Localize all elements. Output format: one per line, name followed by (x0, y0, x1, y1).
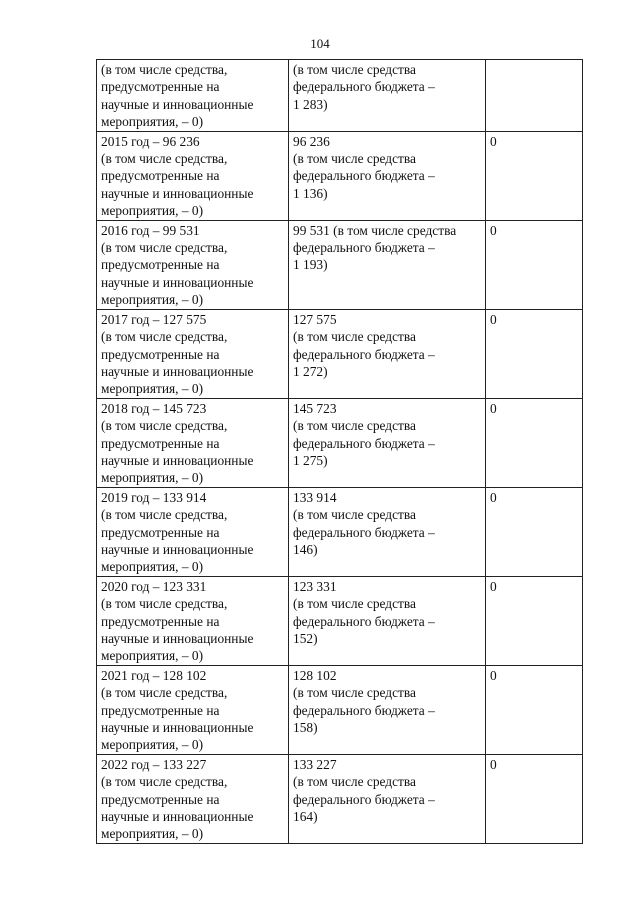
cell-line: мероприятия, – 0) (101, 737, 204, 753)
cell-line: (в том числе средства, (101, 685, 228, 701)
cell-line: 96 236 (293, 133, 330, 149)
cell-total-by-year (97, 309, 289, 398)
cell-total-by-year (97, 398, 289, 487)
cell-line: предусмотренные на (101, 257, 220, 273)
cell-line: 2020 год – 123 331 (101, 578, 207, 594)
cell-line: 0 (490, 133, 497, 149)
cell-line: 123 331 (293, 578, 337, 594)
cell-line: федерального бюджета – (293, 435, 435, 451)
cell-line: (в том числе средства, (101, 774, 228, 790)
table-row (97, 60, 583, 132)
cell-line: 128 102 (293, 667, 337, 683)
cell-line: 158) (293, 720, 318, 736)
cell-total-by-year (97, 754, 289, 843)
cell-line: научные и инновационные (101, 809, 254, 825)
cell-line: предусмотренные на (101, 346, 220, 362)
cell-line: 2017 год – 127 575 (101, 311, 207, 327)
budget-table (96, 59, 583, 844)
table-row (97, 220, 583, 309)
cell-other-sources (486, 398, 583, 487)
table-row (97, 754, 583, 843)
table-row (97, 665, 583, 754)
cell-line: федерального бюджета – (293, 240, 435, 256)
cell-federal-budget (289, 131, 486, 220)
cell-line: научные и инновационные (101, 96, 254, 112)
table-body (97, 60, 583, 844)
cell-total-by-year (97, 576, 289, 665)
cell-total-by-year (97, 220, 289, 309)
page-number: 104 (310, 36, 330, 51)
cell-line: (в том числе средства (293, 596, 416, 612)
cell-line: 133 227 (293, 756, 337, 772)
cell-line: мероприятия, – 0) (101, 114, 204, 130)
cell-federal-budget (289, 309, 486, 398)
cell-line: (в том числе средства (293, 62, 416, 77)
cell-line: (в том числе средства, (101, 240, 228, 256)
cell-line: 127 575 (293, 311, 337, 327)
cell-total-by-year (97, 487, 289, 576)
cell-line: (в том числе средства, (101, 151, 228, 167)
cell-line: (в том числе средства, (101, 507, 228, 523)
cell-line: мероприятия, – 0) (101, 470, 204, 486)
cell-line: 145 723 (293, 400, 337, 416)
table-row (97, 309, 583, 398)
cell-line: (в том числе средства (293, 774, 416, 790)
cell-line: предусмотренные на (101, 435, 220, 451)
cell-federal-budget (289, 60, 486, 132)
cell-line: 0 (490, 667, 497, 683)
cell-line: 1 283) (293, 96, 328, 112)
cell-line: федерального бюджета – (293, 613, 435, 629)
cell-line: 2018 год – 145 723 (101, 400, 207, 416)
cell-line: (в том числе средства, (101, 418, 228, 434)
cell-line: мероприятия, – 0) (101, 381, 204, 397)
cell-line: мероприятия, – 0) (101, 203, 204, 219)
cell-line: мероприятия, – 0) (101, 648, 204, 664)
cell-line: предусмотренные на (101, 791, 220, 807)
cell-line: научные и инновационные (101, 541, 254, 557)
cell-line: 1 136) (293, 185, 328, 201)
cell-line: 2021 год – 128 102 (101, 667, 207, 683)
cell-other-sources (486, 754, 583, 843)
cell-other-sources (486, 220, 583, 309)
cell-line: 1 193) (293, 257, 328, 273)
table-row (97, 398, 583, 487)
cell-federal-budget (289, 665, 486, 754)
cell-line: мероприятия, – 0) (101, 292, 204, 308)
cell-line: (в том числе средства, (101, 329, 228, 345)
cell-total-by-year (97, 60, 289, 132)
cell-line: 1 275) (293, 452, 328, 468)
cell-other-sources (486, 131, 583, 220)
cell-line: 99 531 (в том числе средства (293, 222, 457, 238)
cell-line: (в том числе средства (293, 685, 416, 701)
cell-federal-budget (289, 220, 486, 309)
cell-line: 0 (490, 578, 497, 594)
cell-line: (в том числе средства, (101, 62, 228, 77)
cell-line: мероприятия, – 0) (101, 559, 204, 575)
cell-federal-budget (289, 398, 486, 487)
cell-line: 0 (490, 400, 497, 416)
cell-line: предусмотренные на (101, 524, 220, 540)
cell-other-sources (486, 309, 583, 398)
cell-line: федерального бюджета – (293, 524, 435, 540)
cell-other-sources (486, 576, 583, 665)
cell-line: 146) (293, 541, 318, 557)
cell-line: федерального бюджета – (293, 79, 435, 95)
cell-line: 0 (490, 222, 497, 238)
cell-line: 164) (293, 809, 318, 825)
cell-other-sources (486, 665, 583, 754)
cell-line: (в том числе средства, (101, 596, 228, 612)
cell-line: предусмотренные на (101, 168, 220, 184)
cell-line: предусмотренные на (101, 613, 220, 629)
cell-line: научные и инновационные (101, 363, 254, 379)
cell-line: (в том числе средства (293, 151, 416, 167)
cell-line: 2022 год – 133 227 (101, 756, 207, 772)
cell-line: научные и инновационные (101, 631, 254, 646)
cell-total-by-year (97, 665, 289, 754)
cell-line: 1 272) (293, 363, 328, 379)
cell-line: федерального бюджета – (293, 168, 435, 184)
cell-line: (в том числе средства (293, 329, 416, 345)
cell-federal-budget (289, 576, 486, 665)
cell-line: предусмотренные на (101, 702, 220, 718)
cell-line: 133 914 (293, 489, 337, 505)
cell-line: (в том числе средства (293, 507, 416, 523)
cell-line: 2016 год – 99 531 (101, 222, 200, 238)
table-row (97, 487, 583, 576)
cell-line: 0 (490, 489, 497, 505)
cell-line: 0 (490, 311, 497, 327)
cell-line: научные и инновационные (101, 274, 254, 290)
cell-other-sources (486, 60, 583, 132)
cell-line: научные и инновационные (101, 185, 254, 201)
cell-line: 152) (293, 631, 318, 646)
cell-other-sources (486, 487, 583, 576)
cell-line: 2015 год – 96 236 (101, 133, 200, 149)
cell-line: федерального бюджета – (293, 791, 435, 807)
cell-line: предусмотренные на (101, 79, 220, 95)
cell-line: 0 (490, 756, 497, 772)
cell-federal-budget (289, 487, 486, 576)
cell-line: (в том числе средства (293, 418, 416, 434)
table-row (97, 576, 583, 665)
table-row (97, 131, 583, 220)
cell-federal-budget (289, 754, 486, 843)
cell-line: мероприятия, – 0) (101, 826, 204, 842)
cell-total-by-year (97, 131, 289, 220)
cell-line: федерального бюджета – (293, 346, 435, 362)
cell-line: научные и инновационные (101, 720, 254, 736)
cell-line: 2019 год – 133 914 (101, 489, 207, 505)
cell-line: федерального бюджета – (293, 702, 435, 718)
cell-line: научные и инновационные (101, 452, 254, 468)
